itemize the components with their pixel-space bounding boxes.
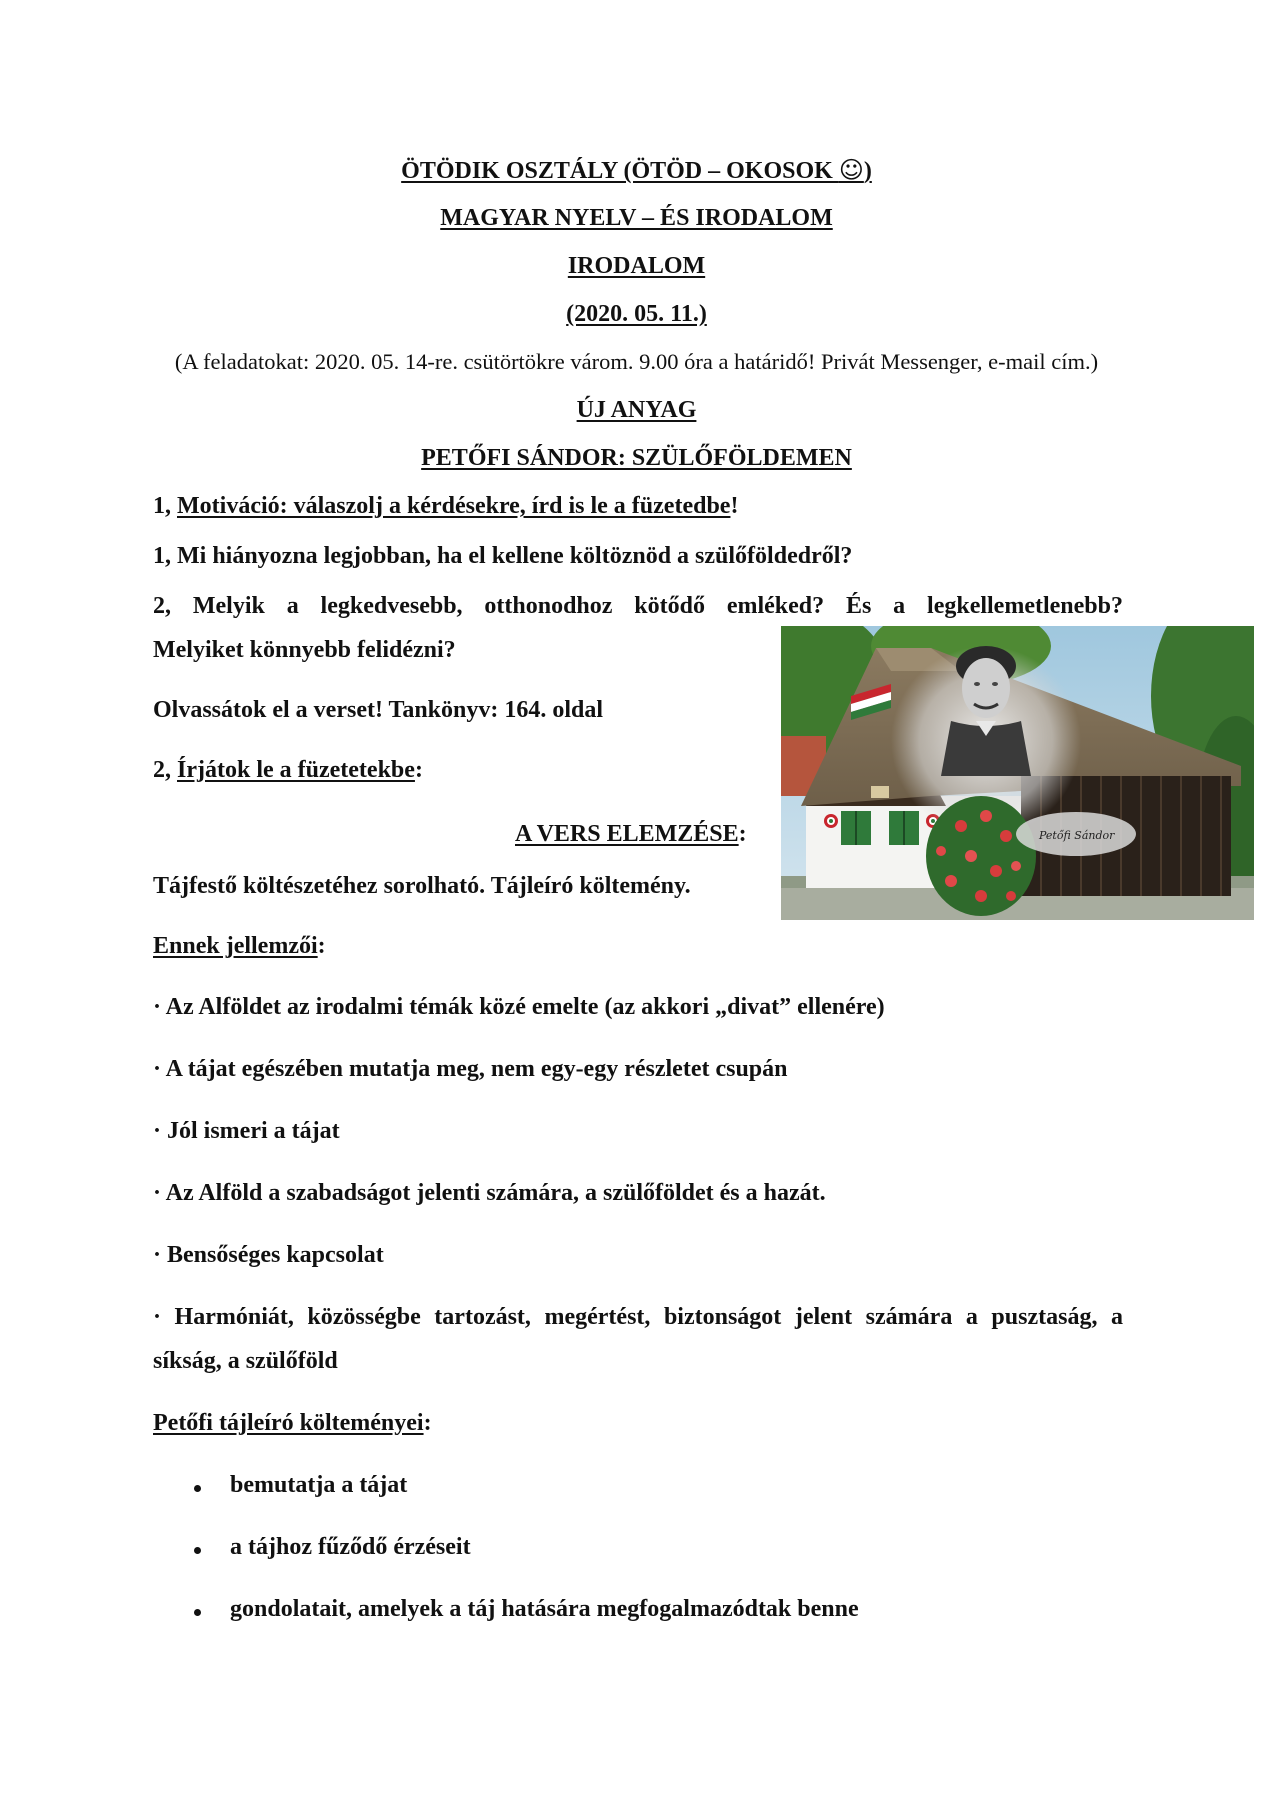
poem-title: PETŐFI SÁNDOR: SZÜLŐFÖLDEMEN: [421, 445, 852, 471]
list-item: a tájhoz fűződő érzéseit: [230, 1534, 471, 1560]
question-2-line2: Melyiket könnyebb felidézni?: [153, 637, 456, 663]
bullet-icon: [194, 1609, 201, 1616]
reading-instruction: Olvassátok el a verset! Tankönyv: 164. oldal: [153, 697, 604, 723]
task2-heading: 2, Írjátok le a füzetetekbe:: [153, 757, 423, 783]
features-heading: Ennek jellemzői:: [153, 933, 326, 959]
list-item: bemutatja a tájat: [230, 1472, 408, 1498]
signature-overlay: [1016, 812, 1136, 856]
question-2-line1: 2, Melyik a legkedvesebb, otthonodhoz kötődő emléked? És a legkellemetlenebb?: [153, 593, 1123, 619]
bullet-icon: [194, 1547, 201, 1554]
feature-item-last-line2: síkság, a szülőföld: [153, 1348, 338, 1374]
feature-item: · Bensőséges kapcsolat: [153, 1242, 384, 1268]
class-title: ÖTÖDIK OSZTÁLY (ÖTÖD – OKOSOK ☺): [401, 156, 872, 184]
date-title: (2020. 05. 11.): [566, 301, 707, 327]
landscape-poems-heading: Petőfi tájleíró költeményei:: [153, 1410, 432, 1436]
new-material-title: ÚJ ANYAG: [576, 397, 697, 423]
topic-title: IRODALOM: [567, 253, 706, 279]
rose-bush: [926, 796, 1036, 916]
question-1: 1, Mi hiányozna legjobban, ha el kellene költöznöd a szülőföldedről?: [153, 543, 853, 569]
feature-item: · Jól ismeri a tájat: [153, 1118, 340, 1144]
deadline-note: (A feladatokat: 2020. 05. 14-re. csütörtökre várom. 9.00 óra a határidő! Privát Messenger, e-mail cím.): [174, 349, 1099, 374]
petofi-birth-house-photo: [781, 626, 1254, 920]
feature-item: · Az Alföld a szabadságot jelenti számára, a szülőföldet és a hazát.: [153, 1180, 826, 1206]
list-item: gondolatait, amelyek a táj hatására megfogalmazódtak benne: [230, 1596, 859, 1622]
feature-item: · A tájat egészében mutatja meg, nem egy-egy részletet csupán: [153, 1056, 788, 1082]
feature-item-last-line1: · Harmóniát, közösségbe tartozást, megértést, biztonságot jelent számára a pusztaság, a: [153, 1304, 1123, 1330]
svg-text:Petőfi Sándor: Petőfi Sándor: [1039, 829, 1115, 842]
subject-title: MAGYAR NYELV – ÉS IRODALOM: [440, 205, 833, 231]
analysis-title: A VERS ELEMZÉSE:: [515, 821, 747, 847]
genre-line: Tájfestő költészetéhez sorolható. Tájleíró költemény.: [153, 873, 691, 899]
feature-item: · Az Alföldet az irodalmi témák közé emelte (az akkori „divat” ellenére): [153, 994, 885, 1020]
smiley-icon: ☺: [838, 156, 864, 184]
bullet-icon: [194, 1485, 201, 1492]
task1-heading: 1, Motiváció: válaszolj a kérdésekre, írd is le a füzetedbe!: [153, 493, 739, 519]
